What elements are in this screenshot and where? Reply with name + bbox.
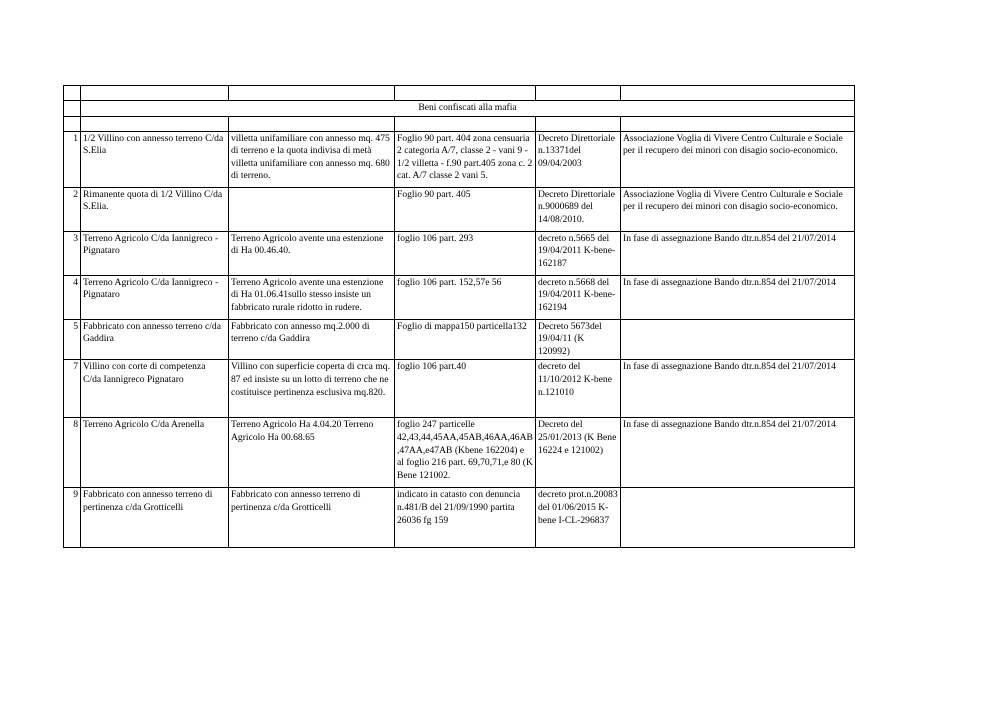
assignment[interactable]: In fase di assegnazione Bando dtr.n.854 del 21/07/2014 [621,360,855,418]
asset-description[interactable]: Villino con corte di competenza C/da Iannigreco Pignataro [81,360,229,418]
cadastral-data[interactable]: foglio 106 part.40 [395,360,536,418]
table-row [64,418,855,488]
asset-details[interactable]: Villino con superficie coperta di crca mq. 87 ed insiste su un lotto di terreno che ne costituisce pertinenza esclusiva mq.820. [229,360,395,418]
decree[interactable]: Decreto Direttoriale n.9000689 del 14/08/2010. [536,187,621,231]
decree[interactable]: decreto n.5668 del 19/04/2011 K-bene-162194 [536,275,621,319]
decree[interactable]: decreto prot.n.20083 del 01/06/2015 K-bene I-CL-296837 [536,488,621,548]
row-number[interactable]: 3 [64,231,81,275]
spacer-row [64,116,855,131]
asset-details[interactable]: Fabbricato con annesso terreno di pertinenza c/da Grotticelli [229,488,395,548]
asset-details[interactable] [229,187,395,231]
assignment[interactable]: In fase di assegnazione Bando dtr.n.854 del 21/07/2014 [621,275,855,319]
table-title[interactable]: Beni confiscati alla mafia [81,101,855,117]
asset-description[interactable]: Terreno Agricolo C/da Iannigreco - Pignataro [81,275,229,319]
cadastral-data[interactable]: indicato in catasto con denuncia n.481/B del 21/09/1990 partita 26036 fg 159 [395,488,536,548]
table-row [64,360,855,418]
assignment[interactable]: Associazione Voglia di Vivere Centro Culturale e Sociale per il recupero dei minori con disagio socio-economico. [621,187,855,231]
table-row [64,275,855,319]
asset-description[interactable]: 1/2 Villino con annesso terreno C/da S.Elia [81,131,229,187]
row-number[interactable]: 9 [64,488,81,548]
assignment[interactable]: Associazione Voglia di Vivere Centro Culturale e Sociale per il recupero dei minori con disagio socio-economico. [621,131,855,187]
confiscated-assets-table [63,85,855,548]
decree[interactable]: decreto n.5665 del 19/04/2011 K-bene-162187 [536,231,621,275]
asset-description[interactable]: Rimanente quota di 1/2 Villino C/da S.Elia. [81,187,229,231]
cadastral-data[interactable]: foglio 106 part. 152,57e 56 [395,275,536,319]
asset-details[interactable]: villetta unifamiliare con annesso mq. 475 di terreno e la quota indivisa di metà villetta unifamiliare con annesso mq. 680 di terreno. [229,131,395,187]
cadastral-data[interactable]: Foglio 90 part. 404 zona censuaria 2 categoria A/7, classe 2 - vani 9 - 1/2 villetta - f.90 part.405 zona c. 2 cat. A/7 classe 2 vani 5. [395,131,536,187]
cadastral-data[interactable]: Foglio di mappa150 particella132 [395,319,536,360]
row-number[interactable]: 1 [64,131,81,187]
decree[interactable]: Decreto del 25/01/2013 (K Bene 16224 e 121002) [536,418,621,488]
table-row [64,319,855,360]
asset-description[interactable]: Terreno Agricolo C/da Iannigreco - Pignataro [81,231,229,275]
decree[interactable]: Decreto Direttoriale n.13371del 09/04/2003 [536,131,621,187]
decree[interactable]: Decreto 5673del 19/04/11 (K 120992) [536,319,621,360]
assignment[interactable] [621,319,855,360]
row-number[interactable]: 2 [64,187,81,231]
decree[interactable]: decreto del 11/10/2012 K-bene n.121010 [536,360,621,418]
assignment[interactable] [621,488,855,548]
asset-description[interactable]: Fabbricato con annesso terreno di pertinenza c/da Grotticelli [81,488,229,548]
asset-details[interactable]: Fabbricato con annesso mq.2.000 di terreno c/da Gaddira [229,319,395,360]
header-empty-row [64,86,855,101]
table-row [64,231,855,275]
table-row [64,187,855,231]
asset-description[interactable]: Fabbricato con annesso terreno c/da Gaddira [81,319,229,360]
assignment[interactable]: In fase di assegnazione Bando dtr.n.854 del 21/07/2014 [621,418,855,488]
title-row [64,101,855,117]
asset-details[interactable]: Terreno Agricolo Ha 4.04.20 Terreno Agricolo Ha 00.68.65 [229,418,395,488]
row-number[interactable]: 8 [64,418,81,488]
cadastral-data[interactable]: foglio 247 particelle 42,43,44,45AA,45AB,46AA,46AB ,47AA,e47AB (Kbene 162204) e al foglio 216 part. 69,70,71,e 80 (K Bene 121002. [395,418,536,488]
row-number[interactable]: 4 [64,275,81,319]
table-row [64,488,855,548]
asset-details[interactable]: Terreno Agricolo avente una estenzione di Ha 00.46.40. [229,231,395,275]
cadastral-data[interactable]: foglio 106 part. 293 [395,231,536,275]
asset-details[interactable]: Terreno Agricolo avente una estenzione di Ha 01.06.41sullo stesso insiste un fabbricato rurale ridotto in rudere. [229,275,395,319]
cadastral-data[interactable]: Foglio 90 part. 405 [395,187,536,231]
asset-description[interactable]: Terreno Agricolo C/da Arenella [81,418,229,488]
table-row [64,131,855,187]
row-number[interactable]: 7 [64,360,81,418]
assignment[interactable]: In fase di assegnazione Bando dtr.n.854 del 21/07/2014 [621,231,855,275]
row-number[interactable]: 5 [64,319,81,360]
